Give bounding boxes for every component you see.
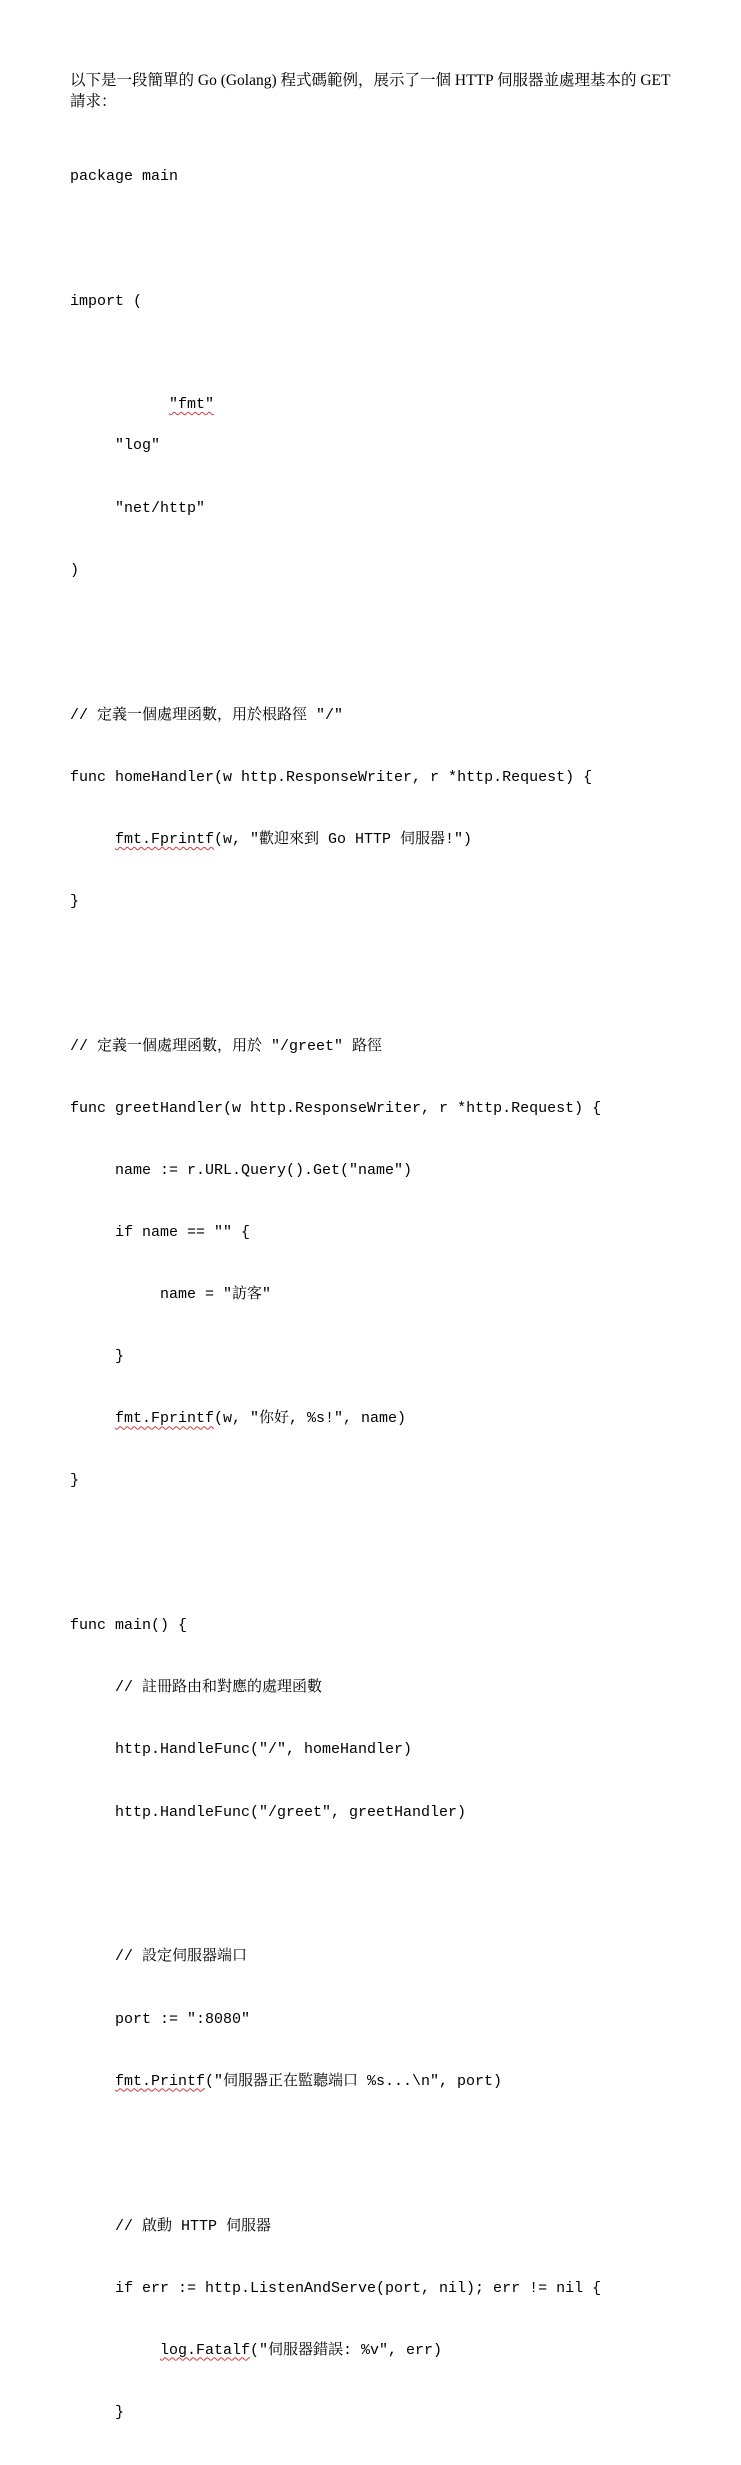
code-line-04 bbox=[70, 374, 710, 414]
code-line-17: if name == "" { bbox=[115, 1224, 251, 1242]
code-line-24: // 註冊路由和對應的處理函數 bbox=[115, 1679, 323, 1697]
code-line-30 bbox=[70, 2072, 710, 2093]
code-line-18: name = "訪客" bbox=[160, 1286, 272, 1304]
code-line-26: http.HandleFunc("/greet", greetHandler) bbox=[115, 1803, 467, 1821]
code-line-09: // 定義一個處理函數，用於根路徑 "/" bbox=[70, 706, 344, 724]
code-line-11 bbox=[70, 830, 710, 851]
code-line-20 bbox=[70, 1409, 710, 1430]
spellcheck-word: "fmt" bbox=[169, 396, 215, 414]
code-line-23: func main() { bbox=[70, 1617, 188, 1635]
code-text: (w, "你好, %s!", name) bbox=[214, 1410, 407, 1428]
code-line-05: "log" bbox=[115, 437, 161, 455]
code-line-21: } bbox=[70, 1472, 80, 1490]
code-line-28: // 設定伺服器端口 bbox=[115, 1948, 248, 1966]
code-line-14: // 定義一個處理函數，用於 "/greet" 路徑 bbox=[70, 1037, 383, 1055]
code-line-06: "net/http" bbox=[115, 499, 206, 517]
spellcheck-word: fmt.Fprintf bbox=[115, 830, 215, 848]
code-line-10: func homeHandler(w http.ResponseWriter, r *http.Request) { bbox=[70, 768, 593, 786]
code-block bbox=[70, 126, 710, 2465]
code-line-19: } bbox=[115, 1348, 125, 1366]
code-line-07: ) bbox=[70, 561, 80, 579]
code-line-01: package main bbox=[70, 168, 179, 186]
code-line-02 bbox=[70, 230, 710, 251]
code-line-22 bbox=[70, 1533, 710, 1554]
code-line-03: import ( bbox=[70, 292, 143, 310]
intro-paragraph: 以下是一段簡單的 Go (Golang) 程式碼範例，展示了一個 HTTP 伺服器並處理基本的 GET 請求： bbox=[70, 72, 671, 110]
code-line-12: } bbox=[70, 892, 80, 910]
code-line-27 bbox=[70, 1865, 710, 1886]
spellcheck-word: fmt.Fprintf bbox=[115, 1410, 215, 1428]
code-line-25: http.HandleFunc("/", homeHandler) bbox=[115, 1741, 413, 1759]
code-line-31 bbox=[70, 2134, 710, 2155]
code-text: (w, "歡迎來到 Go HTTP 伺服器!") bbox=[214, 830, 473, 848]
spellcheck-word: log.Fatalf bbox=[160, 2341, 251, 2359]
code-line-08 bbox=[70, 623, 710, 644]
code-text: ("伺服器錯誤: %v", err) bbox=[250, 2341, 443, 2359]
code-line-16: name := r.URL.Query().Get("name") bbox=[115, 1161, 413, 1179]
code-line-32: // 啟動 HTTP 伺服器 bbox=[115, 2217, 272, 2235]
code-line-34 bbox=[70, 2341, 710, 2362]
code-line-15: func greetHandler(w http.ResponseWriter, r *http.Request) { bbox=[70, 1099, 602, 1117]
code-line-35: } bbox=[115, 2403, 125, 2421]
code-line-13 bbox=[70, 954, 710, 975]
spellcheck-word: fmt.Printf bbox=[115, 2072, 206, 2090]
code-text: ("伺服器正在監聽端口 %s...\n", port) bbox=[205, 2072, 503, 2090]
code-line-29: port := ":8080" bbox=[115, 2010, 251, 2028]
code-line-33: if err := http.ListenAndServe(port, nil); err != nil { bbox=[115, 2279, 602, 2297]
